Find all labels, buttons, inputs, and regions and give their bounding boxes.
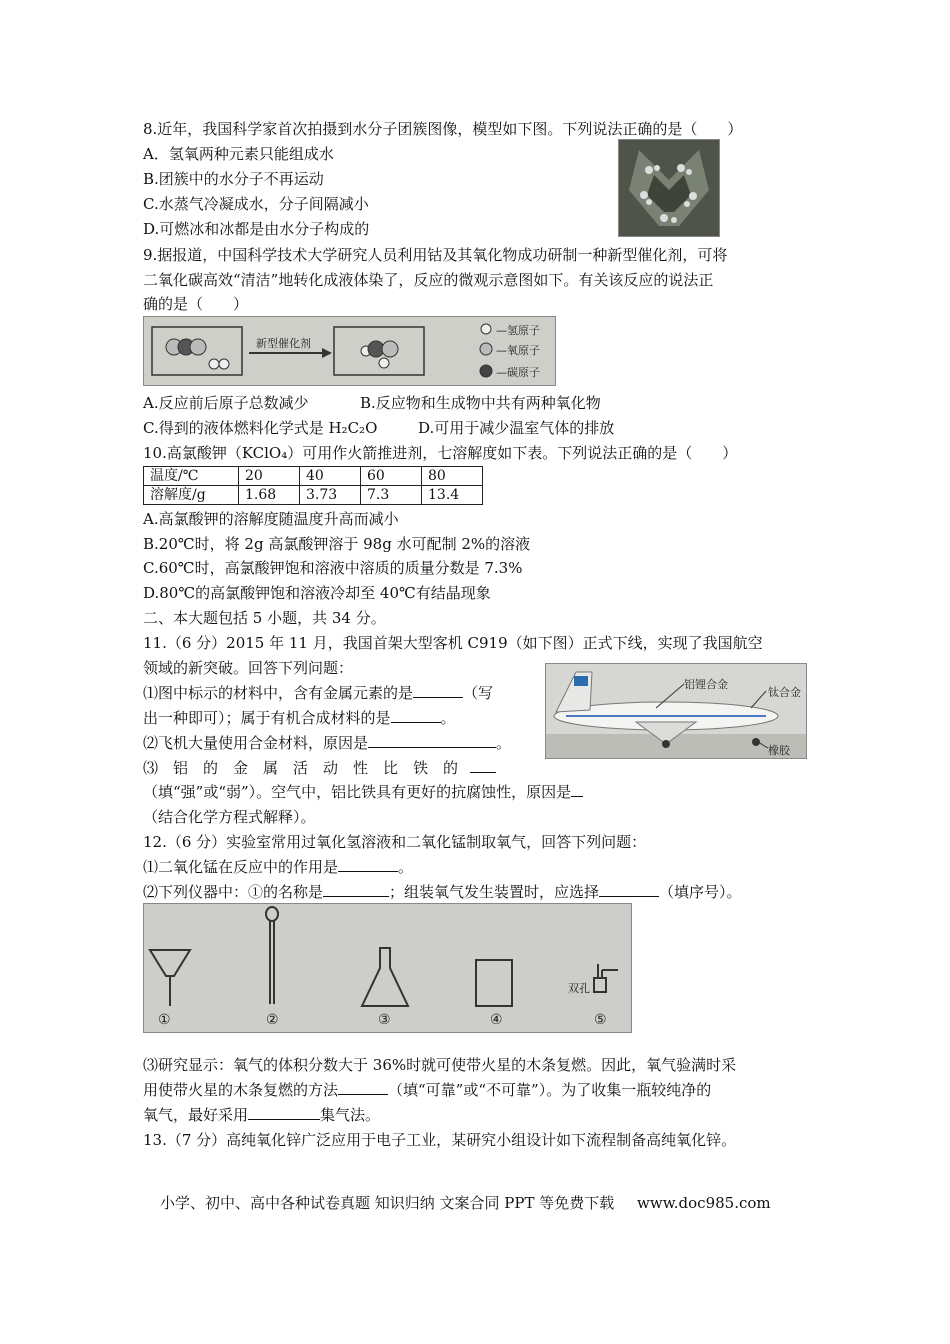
q12-l6-text: 氧气，最好采用 xyxy=(143,1106,249,1124)
footer-site-link[interactable]: www.doc985.com xyxy=(637,1194,771,1212)
instrument-number-3: ③ xyxy=(378,1012,391,1028)
c919-airplane-image xyxy=(545,663,807,759)
q11-line6 xyxy=(143,758,496,778)
q12-l6-tail: 集气法。 xyxy=(320,1106,381,1124)
instrument-number-2: ② xyxy=(266,1012,279,1028)
q12-l5-tail: （填“可靠”或“不可靠”）。为了收集一瓶较纯净的 xyxy=(388,1081,712,1099)
solubility-table xyxy=(143,466,483,505)
q12-l5-text: 用使带火星的木条复燃的方法 xyxy=(143,1081,339,1099)
q10-option-a: A.高氯酸钾的溶解度随温度升高而减小 xyxy=(143,510,399,528)
answer-blank[interactable] xyxy=(323,882,389,897)
q11-line7 xyxy=(143,782,583,802)
instrument-number-1: ① xyxy=(158,1012,171,1028)
table-cell: 40 xyxy=(300,467,361,486)
water-cluster-illustration xyxy=(619,140,719,236)
q11-l4-text: 出一种即可）；属于有机合成材料的是 xyxy=(143,709,391,727)
q8-option-c: C.水蒸气冷凝成水，分子间隔减小 xyxy=(143,195,369,213)
q11-line4 xyxy=(143,708,456,728)
footer xyxy=(160,1192,771,1213)
q11-l7-text: （填“强”或“弱”）。空气中，铝比铁具有更好的抗腐蚀性，原因是 xyxy=(143,783,572,801)
answer-blank[interactable] xyxy=(413,683,463,698)
instrument-number-5: ⑤ xyxy=(594,1012,607,1028)
footer-text: 小学、初中、高中各种试卷真题 知识归纳 文案合同 PPT 等免费下载 xyxy=(160,1194,615,1212)
table-cell: 20 xyxy=(239,467,300,486)
water-cluster-image xyxy=(618,139,720,237)
q9-stem-line2: 二氧化碳高效“清洁”地转化成液体染了，反应的微观示意图如下。有关该反应的说法正 xyxy=(143,271,714,289)
legend-carbon: —碳原子 xyxy=(496,366,540,379)
q11-l6-text: ⑶ 铝 的 金 属 活 动 性 比 铁 的 xyxy=(143,759,459,777)
reaction-diagram-svg xyxy=(144,317,555,385)
table-cell: 溶解度/g xyxy=(144,486,239,505)
q12-l3-tail: （填序号）。 xyxy=(659,883,742,901)
q10-option-d: D.80℃的高氯酸钾饱和溶液冷却至 40℃有结晶现象 xyxy=(143,584,491,602)
instrument-number-4: ④ xyxy=(490,1012,503,1028)
q10-option-c: C.60℃时，高氯酸钾饱和溶液中溶质的质量分数是 7.3% xyxy=(143,559,523,577)
answer-blank[interactable] xyxy=(599,882,659,897)
q13-line1: 13.（7 分）高纯氧化锌广泛应用于电子工业，某研究小组设计如下流程制备高纯氧化锌。 xyxy=(143,1131,737,1149)
q9-option-b: B.反应物和生成物中共有两种氧化物 xyxy=(360,394,601,412)
q8-stem: 8.近年，我国科学家首次拍摄到水分子团簇图像，模型如下图。下列说法正确的是（ ） xyxy=(143,120,743,138)
q12-line1: 12.（6 分）实验室常用过氧化氢溶液和二氧化锰制取氧气，回答下列问题： xyxy=(143,833,647,851)
q10-stem: 10.高氯酸钾（KClO₄）可用作火箭推进剂，七溶解度如下表。下列说法正确的是（ ） xyxy=(143,444,738,462)
q9-option-a: A.反应前后原子总数减少 xyxy=(143,394,309,412)
q11-l5-tail: 。 xyxy=(496,734,512,752)
table-row xyxy=(144,486,483,505)
legend-hydrogen: —氢原子 xyxy=(496,324,540,337)
answer-blank[interactable] xyxy=(248,1105,320,1120)
answer-blank[interactable] xyxy=(571,782,583,797)
answer-blank[interactable] xyxy=(470,758,496,773)
q12-l2-tail: 。 xyxy=(398,858,414,876)
q11-line8: （结合化学方程式解释）。 xyxy=(143,808,316,826)
table-cell: 80 xyxy=(422,467,483,486)
q12-line4: ⑶研究显示：氧气的体积分数大于 36%时就可使带火星的木条复燃。因此，氧气验满时采 xyxy=(143,1056,737,1074)
q11-l5-text: ⑵飞机大量使用合金材料，原因是 xyxy=(143,734,369,752)
answer-blank[interactable] xyxy=(338,857,398,872)
label-ti-alloy: 钛合金 xyxy=(768,686,801,699)
answer-blank[interactable] xyxy=(338,1080,388,1095)
q8-option-b: B.团簇中的水分子不再运动 xyxy=(143,170,324,188)
q8-option-a: A．氢氧两种元素只能组成水 xyxy=(143,145,334,163)
q12-line3 xyxy=(143,882,742,902)
table-cell: 3.73 xyxy=(300,486,361,505)
q11-l4-tail: 。 xyxy=(440,709,456,727)
label-al-li-alloy: 铝锂合金 xyxy=(684,678,728,691)
q11-line1: 11.（6 分）2015 年 11 月，我国首架大型客机 C919（如下图）正式下线，实现了我国航空 xyxy=(143,634,763,652)
q12-line2 xyxy=(143,857,413,877)
table-cell: 7.3 xyxy=(361,486,422,505)
table-cell: 温度/℃ xyxy=(144,467,239,486)
q11-line5 xyxy=(143,733,511,753)
section-heading: 二、本大题包括 5 小题，共 34 分。 xyxy=(143,609,386,627)
table-cell: 60 xyxy=(361,467,422,486)
q8-option-d: D.可燃冰和冰都是由水分子构成的 xyxy=(143,220,370,238)
q9-stem-line3: 确的是（ ） xyxy=(143,295,249,313)
legend-oxygen: —氧原子 xyxy=(496,344,540,357)
q12-line6 xyxy=(143,1105,380,1125)
q9-option-d: D.可用于减少温室气体的排放 xyxy=(418,419,615,437)
q10-option-b: B.20℃时，将 2g 高氯酸钾溶于 98g 水可配制 2%的溶液 xyxy=(143,535,531,553)
q11-line3 xyxy=(143,683,493,703)
q9-option-c: C.得到的液体燃料化学式是 H₂C₂O xyxy=(143,419,378,437)
airplane-illustration xyxy=(546,664,806,758)
catalyst-label: 新型催化剂 xyxy=(256,337,311,350)
q12-line5 xyxy=(143,1080,711,1100)
answer-blank[interactable] xyxy=(368,733,496,748)
table-cell: 13.4 xyxy=(422,486,483,505)
table-cell: 1.68 xyxy=(239,486,300,505)
label-rubber: 橡胶 xyxy=(768,744,790,757)
reaction-diagram xyxy=(143,316,556,386)
lab-instruments-image xyxy=(143,903,632,1033)
q11-line2: 领域的新突破。回答下列问题： xyxy=(143,659,354,677)
stopper-label: 双孔 xyxy=(568,982,590,995)
q11-l3-text: ⑴图中标示的材料中，含有金属元素的是 xyxy=(143,684,414,702)
q12-l3-mid: ；组装氧气发生装置时，应选择 xyxy=(389,883,600,901)
q12-l3-text: ⑵下列仪器中：①的名称是 xyxy=(143,883,324,901)
answer-blank[interactable] xyxy=(391,708,441,723)
q12-l2-text: ⑴二氧化锰在反应中的作用是 xyxy=(143,858,339,876)
table-row xyxy=(144,467,483,486)
q11-l3-tail: （写 xyxy=(463,684,494,702)
q9-stem-line1: 9.据报道，中国科学技术大学研究人员利用钴及其氧化物成功研制一种新型催化剂，可将 xyxy=(143,246,728,264)
